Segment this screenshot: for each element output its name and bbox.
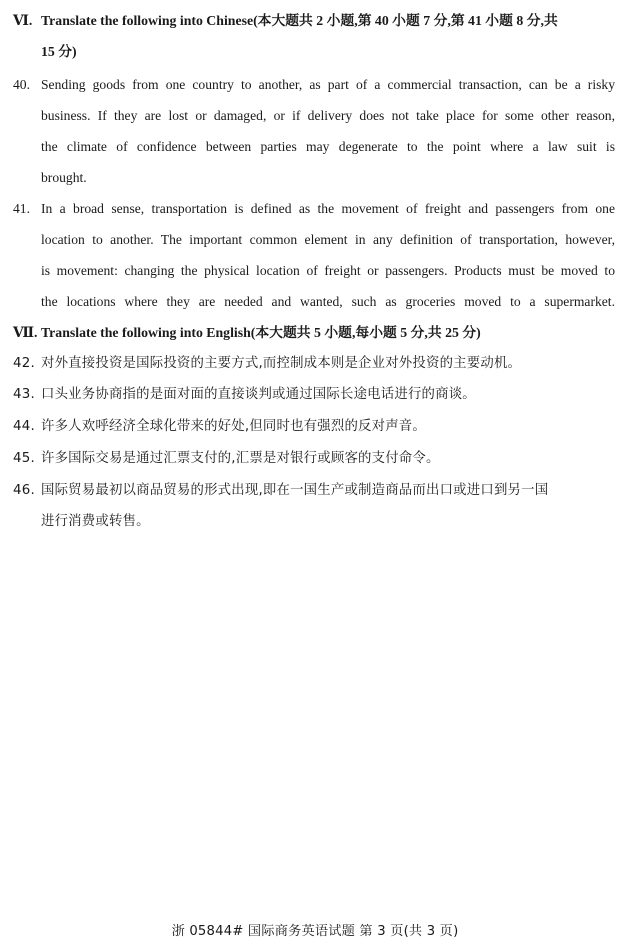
question-40-number: 40.: [13, 77, 30, 92]
section-vi-heading-text-2: 15 分): [41, 44, 77, 59]
question-41-text-2: location to another. The important common element in any definition of transportation, however,: [41, 232, 615, 247]
question-43-text: 口头业务协商指的是面对面的直接谈判或通过国际长途电话进行的商谈。: [41, 387, 476, 402]
question-45-number: 45.: [13, 451, 35, 466]
question-40-text-3: the climate of confidence between parties may degenerate to the point where a law suit is: [41, 139, 615, 154]
question-42-text: 对外直接投资是国际投资的主要方式,而控制成本则是企业对外投资的主要动机。: [41, 356, 522, 371]
question-41-text-3: is movement: changing the physical location of freight or passengers. Products must be moved to: [41, 263, 615, 278]
section-vii-roman: Ⅶ.: [13, 325, 38, 340]
question-42-number: 42.: [13, 356, 35, 371]
question-45-text: 许多国际交易是通过汇票支付的,汇票是对银行或顾客的支付命令。: [41, 451, 440, 466]
section-vi-roman: Ⅵ.: [13, 13, 33, 28]
question-40-text-4: brought.: [41, 170, 87, 185]
question-41-text-1: In a broad sense, transportation is defined as the movement of freight and passengers from one: [41, 201, 615, 216]
question-44-text: 许多人欢呼经济全球化带来的好处,但同时也有强烈的反对声音。: [41, 419, 426, 434]
question-46-text-1: 国际贸易最初以商品贸易的形式出现,即在一国生产或制造商品而出口或进口到另一国: [41, 483, 549, 498]
page-footer: 浙 05844# 国际商务英语试题 第 3 页(共 3 页): [171, 924, 459, 939]
section-vi-heading-text: Translate the following into Chinese(本大题共 2 小题,第 40 小题 7 分,第 41 小题 8 分,共: [41, 13, 558, 28]
question-43-number: 43.: [13, 387, 35, 402]
question-46-text-2: 进行消费或转售。: [41, 514, 150, 529]
question-40-text-1: Sending goods from one country to another, as part of a commercial transaction, can be a risky: [41, 77, 615, 92]
question-41-text-4: the locations where they are needed and wanted, such as groceries moved to a supermarket.: [41, 294, 615, 309]
section-vii-heading-text: Translate the following into English(本大题共 5 小题,每小题 5 分,共 25 分): [41, 325, 481, 340]
question-41-number: 41.: [13, 201, 30, 216]
question-40-text-2: business. If they are lost or damaged, or if delivery does not take place for some other reason,: [41, 108, 615, 123]
question-46-number: 46.: [13, 483, 35, 498]
question-44-number: 44.: [13, 419, 35, 434]
